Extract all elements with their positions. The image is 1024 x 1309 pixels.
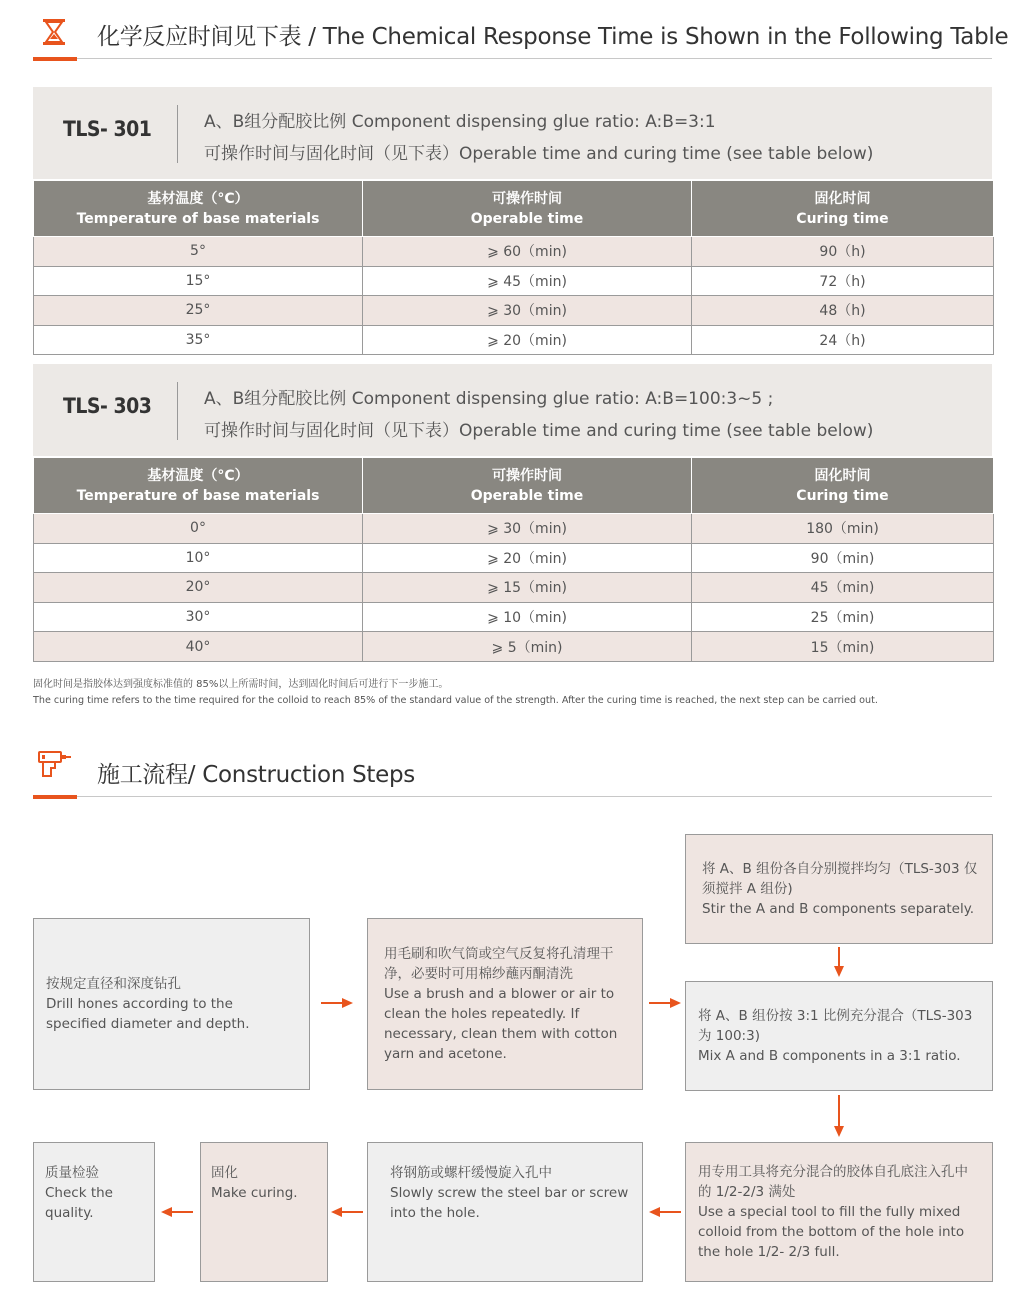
cell-operable-time: ⩾ 20（min) xyxy=(363,325,692,355)
note-cn: 固化时间是指胶体达到强度标准值的 85%以上所需时间，达到固化时间后可进行下一步施工。 xyxy=(33,679,449,690)
step-fill: 用专用工具将充分混合的胶体自孔底注入孔中的 1/2-2/3 满处 Use a special tool to fill the fully mixed colloid from the bottom of the hole into the hole 1/2- 2/3 full. xyxy=(685,1142,993,1282)
arrow-right-icon xyxy=(648,996,682,1010)
divider-line xyxy=(33,796,992,797)
accent-bar xyxy=(33,57,77,61)
table-header-row xyxy=(34,181,994,237)
table-row xyxy=(34,296,994,326)
cell-operable-time: ⩾ 30（min) xyxy=(363,514,692,544)
step-stir: 将 A、B 组份各自分别搅拌均匀（TLS-303 仅须搅拌 A 组份) Stir the A and B components separately. xyxy=(685,834,993,944)
cell-temperature: 15° xyxy=(34,266,363,296)
cell-operable-time: ⩾ 45（min) xyxy=(363,266,692,296)
step-check: 质量检验 Check the quality. xyxy=(33,1142,155,1282)
table-header-row xyxy=(34,458,994,514)
cell-curing-time: 90（h) xyxy=(692,237,994,267)
table-row xyxy=(34,266,994,296)
curing-table-tls-303 xyxy=(33,457,994,662)
product-name: TLS- 303 xyxy=(63,394,152,418)
arrow-right-icon xyxy=(320,996,354,1010)
cell-temperature: 30° xyxy=(34,602,363,632)
cell-curing-time: 72（h) xyxy=(692,266,994,296)
note-en: The curing time refers to the time required for the colloid to reach 85% of the standard value of the strength. After the curing time is reached, the next step can be carried out. xyxy=(33,695,878,706)
cell-curing-time: 45（min) xyxy=(692,573,994,603)
header-temperature: 基材温度（°C） Temperature of base materials xyxy=(34,458,363,514)
step-screw: 将钢筋或螺杆缓慢旋入孔中 Slowly screw the steel bar or screw into the hole. xyxy=(367,1142,643,1282)
table-row xyxy=(34,325,994,355)
arrow-down-icon xyxy=(832,1094,846,1138)
cell-operable-time: ⩾ 5（min) xyxy=(363,632,692,662)
header-curing-time: 固化时间 Curing time xyxy=(692,458,994,514)
ratio-text: A、B组分配胶比例 Component dispensing glue ratio: A:B=3:1 xyxy=(204,112,716,132)
cell-curing-time: 24（h) xyxy=(692,325,994,355)
table-row xyxy=(34,237,994,267)
step-cure: 固化 Make curing. xyxy=(200,1142,328,1282)
product-box-tls-303 xyxy=(33,364,992,456)
section-title: 化学反应时间见下表 / The Chemical Response Time is Shown in the Following Table xyxy=(97,24,1009,50)
cell-temperature: 0° xyxy=(34,514,363,544)
hourglass-icon xyxy=(41,18,67,46)
cell-operable-time: ⩾ 30（min) xyxy=(363,296,692,326)
drill-icon xyxy=(37,748,71,780)
table-row xyxy=(34,573,994,603)
cell-curing-time: 15（min) xyxy=(692,632,994,662)
time-text: 可操作时间与固化时间（见下表）Operable time and curing time (see table below) xyxy=(204,144,874,164)
product-name: TLS- 301 xyxy=(63,117,152,141)
cell-operable-time: ⩾ 20（min) xyxy=(363,543,692,573)
cell-curing-time: 180（min) xyxy=(692,514,994,544)
table-row xyxy=(34,602,994,632)
table-row xyxy=(34,632,994,662)
curing-note xyxy=(33,677,878,709)
step-drill: 按规定直径和深度钻孔 Drill hones according to the specified diameter and depth. xyxy=(33,918,310,1090)
cell-temperature: 40° xyxy=(34,632,363,662)
ratio-text: A、B组分配胶比例 Component dispensing glue ratio: A:B=100:3~5 ; xyxy=(204,389,774,409)
accent-bar xyxy=(33,795,77,799)
section-title: 施工流程/ Construction Steps xyxy=(97,762,415,788)
cell-curing-time: 25（min) xyxy=(692,602,994,632)
table-row xyxy=(34,543,994,573)
cell-operable-time: ⩾ 60（min) xyxy=(363,237,692,267)
cell-operable-time: ⩾ 10（min) xyxy=(363,602,692,632)
cell-curing-time: 90（min) xyxy=(692,543,994,573)
section-header-response-time xyxy=(33,14,1009,62)
cell-temperature: 25° xyxy=(34,296,363,326)
cell-curing-time: 48（h) xyxy=(692,296,994,326)
time-text: 可操作时间与固化时间（见下表）Operable time and curing time (see table below) xyxy=(204,421,874,441)
section-header-construction-steps xyxy=(33,752,992,800)
cell-temperature: 10° xyxy=(34,543,363,573)
table-row xyxy=(34,514,994,544)
divider-line xyxy=(177,105,178,163)
divider-line xyxy=(177,382,178,440)
cell-operable-time: ⩾ 15（min) xyxy=(363,573,692,603)
product-box-tls-301 xyxy=(33,87,992,179)
cell-temperature: 5° xyxy=(34,237,363,267)
header-temperature: 基材温度（°C） Temperature of base materials xyxy=(34,181,363,237)
arrow-down-icon xyxy=(832,946,846,978)
arrow-left-icon xyxy=(330,1205,364,1219)
arrow-left-icon xyxy=(160,1205,194,1219)
arrow-left-icon xyxy=(648,1205,682,1219)
curing-table-tls-301 xyxy=(33,180,994,355)
cell-temperature: 35° xyxy=(34,325,363,355)
step-mix: 将 A、B 组份按 3:1 比例充分混合（TLS-303 为 100:3) Mix A and B components in a 3:1 ratio. xyxy=(685,981,993,1091)
cell-temperature: 20° xyxy=(34,573,363,603)
header-curing-time: 固化时间 Curing time xyxy=(692,181,994,237)
header-operable-time: 可操作时间 Operable time xyxy=(363,458,692,514)
step-clean: 用毛刷和吹气筒或空气反复将孔清理干净，必要时可用棉纱蘸丙酮清洗 Use a brush and a blower or air to clean the holes repeatedly. If necessary, clean them with cotton yarn and acetone. xyxy=(367,918,643,1090)
divider-line xyxy=(33,58,992,59)
header-operable-time: 可操作时间 Operable time xyxy=(363,181,692,237)
